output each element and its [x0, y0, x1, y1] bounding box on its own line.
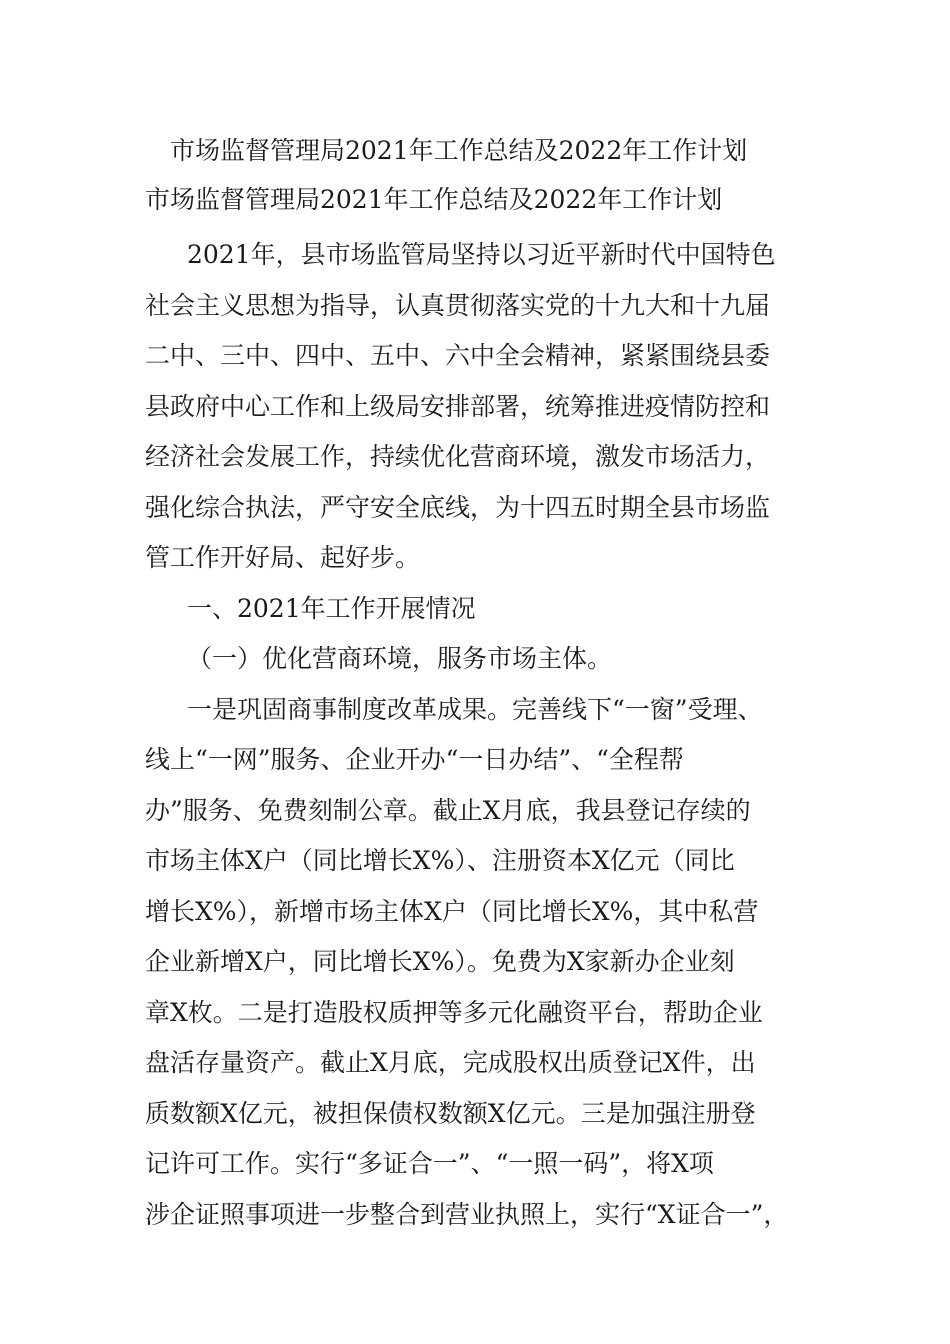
paragraph-line: 增长X%），新增市场主体X户（同比增长X%，其中私营 [145, 896, 759, 926]
paragraph-line: 线上“一网”服务、企业开办“一日办结”、“全程帮 [145, 745, 684, 774]
paragraph-line: 二中、三中、四中、五中、六中全会精神，紧紧围绕县委 [145, 341, 771, 370]
paragraph-line: 记许可工作。实行“多证合一”、“一照一码”，将X项 [145, 1149, 714, 1178]
paragraph-line: 企业新增X户，同比增长X%）。免费为X家新办企业刻 [145, 947, 735, 976]
paragraph-line: 涉企证照事项进一步整合到营业执照上，实行“X证合一”， [145, 1199, 789, 1229]
subsection-heading: （一）优化营商环境，服务市场主体。 [187, 644, 613, 673]
paragraph-line: 管工作开好局、起好步。 [145, 543, 421, 572]
document-title-repeat: 市场监督管理局2021年工作总结及2022年工作计划 [145, 185, 723, 214]
paragraph-line: 办”服务、免费刻制公章。截止X月底，我县登记存续的 [145, 795, 751, 825]
paragraph-line: 一是巩固商事制度改革成果。完善线下“一窗”受理、 [187, 694, 763, 724]
section-heading: 一、2021年工作开展情况 [187, 593, 476, 623]
paragraph-line: 经济社会发展工作，持续优化营商环境，激发市场活力， [145, 442, 771, 471]
paragraph-line: 市场主体X户（同比增长X%）、注册资本X亿元（同比 [145, 846, 735, 875]
paragraph-line: 社会主义思想为指导，认真贯彻落实党的十九大和十九届 [145, 290, 771, 320]
paragraph-line: 质数额X亿元，被担保债权数额X亿元。三是加强注册登 [145, 1098, 756, 1128]
document-body [145, 230, 810, 1240]
paragraph-line: 章X枚。二是打造股权质押等多元化融资平台，帮助企业 [145, 997, 763, 1027]
paragraph-line: 强化综合执法，严守安全底线，为十四五时期全县市场监 [145, 492, 771, 522]
document-title: 市场监督管理局2021年工作总结及2022年工作计划 [170, 136, 748, 165]
paragraph-line: 盘活存量资产。截止X月底，完成股权出质登记X件，出 [145, 1048, 756, 1077]
paragraph-line: 县政府中心工作和上级局安排部署，统筹推进疫情防控和 [145, 391, 771, 421]
paragraph-line: 2021年，县市场监管局坚持以习近平新时代中国特色 [187, 240, 776, 269]
